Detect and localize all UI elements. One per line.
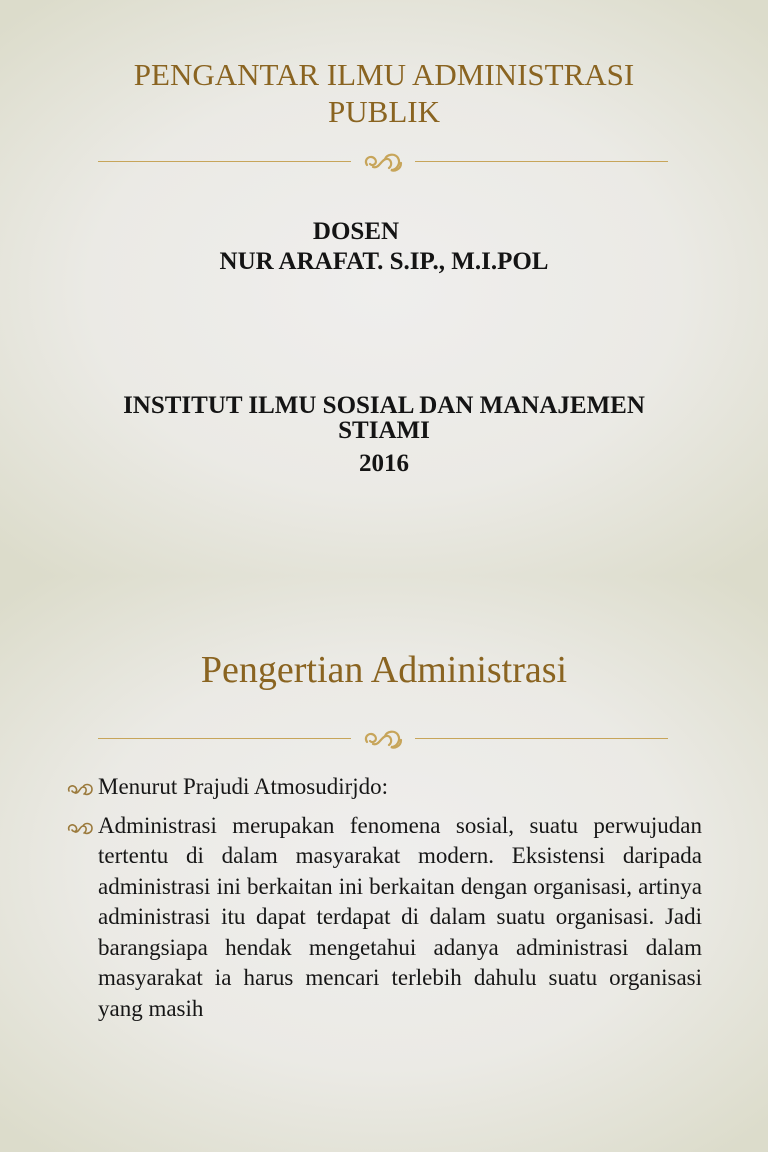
- list-item: [66, 811, 702, 1025]
- title-divider-2: [98, 727, 668, 751]
- divider-line-right: [415, 161, 668, 162]
- flourish-bullet-icon: [66, 821, 94, 835]
- divider-line-left: [98, 161, 351, 162]
- scroll-flourish-icon: [361, 150, 405, 174]
- institution-line-1: INSTITUT ILMU SOSIAL DAN MANAJEMEN: [123, 392, 645, 419]
- title-line-2: PUBLIK: [328, 94, 440, 129]
- title-line-1: PENGANTAR ILMU ADMINISTRASI: [133, 57, 635, 92]
- year: 2016: [359, 450, 409, 477]
- title-divider: [98, 150, 668, 174]
- bullet-text: Menurut Prajudi Atmosudirjdo:: [98, 774, 389, 799]
- list-item: [66, 772, 702, 803]
- bullet-text: Administrasi merupakan fenomena sosial, suatu perwujudan tertentu di dalam masyarakat modern. Eksistensi daripada administrasi ini berkaitan ini berkaitan dengan organisasi, artinya administrasi itu dapat terdapat di dalam suatu organisasi. Jadi barangsiapa hendak mengetahui adanya administrasi dalam masyarakat ia harus mencari terlebih dahulu suatu organisasi yang masih: [98, 812, 702, 1021]
- bullet-list: [66, 772, 702, 1024]
- lecturer-name: NUR ARAFAT. S.IP., M.I.POL: [219, 248, 549, 275]
- slide-title-2: Pengertian Administrasi: [200, 649, 568, 691]
- slide-title: [0, 56, 768, 130]
- lecturer-block: [0, 217, 768, 277]
- institution-block: [0, 391, 768, 478]
- institution-line-2: STIAMI: [338, 417, 430, 444]
- flourish-bullet-icon: [66, 782, 94, 796]
- scroll-flourish-icon: [361, 727, 405, 751]
- lecturer-label: DOSEN: [312, 218, 400, 245]
- divider-line-right: [415, 738, 668, 739]
- divider-line-left: [98, 738, 351, 739]
